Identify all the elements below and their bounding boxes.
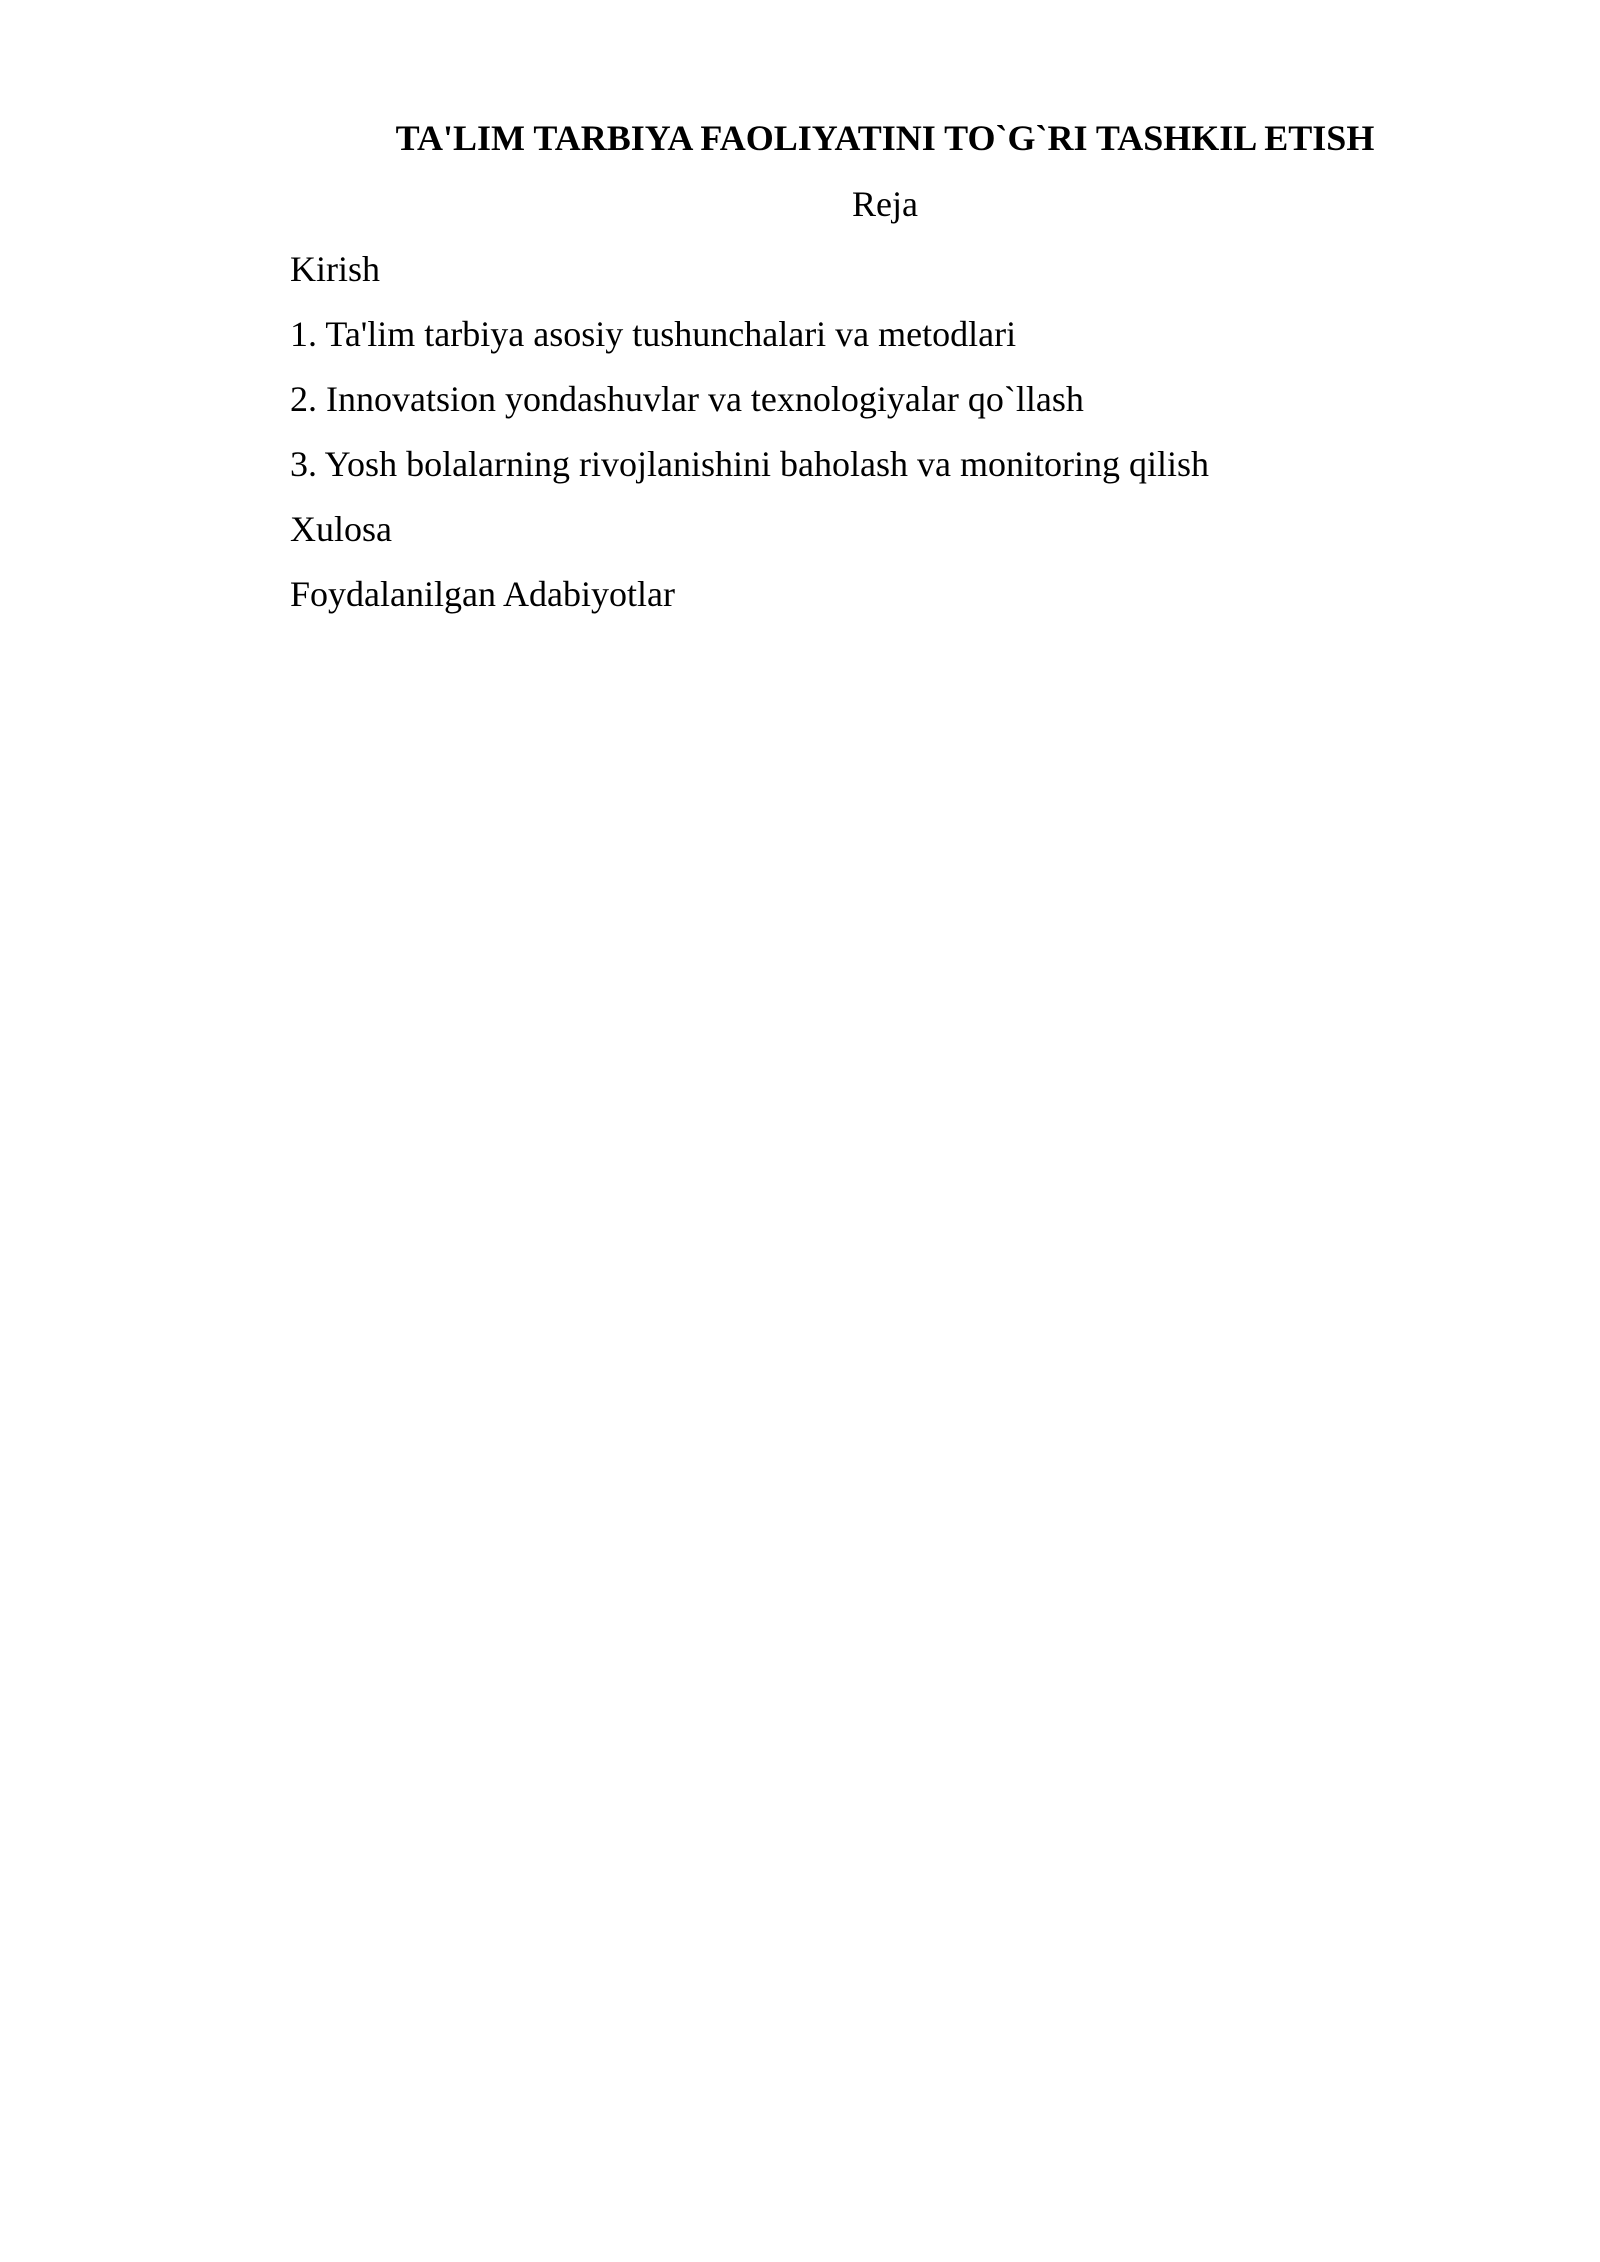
- outline-item-introduction: Kirish: [290, 249, 380, 289]
- plan-outline: [290, 243, 1209, 633]
- outline-item-references: Foydalanilgan Adabiyotlar: [290, 574, 675, 614]
- outline-item-2: 2. Innovatsion yondashuvlar va texnologiyalar qo`llash: [290, 379, 1084, 419]
- document-title: TA'LIM TARBIYA FAOLIYATINI TO`G`RI TASHKIL ETISH: [395, 118, 1375, 158]
- outline-item-1: 1. Ta'lim tarbiya asosiy tushunchalari va metodlari: [290, 314, 1017, 354]
- outline-item-3: 3. Yosh bolalarning rivojlanishini baholash va monitoring qilish: [290, 444, 1209, 484]
- outline-item-conclusion: Xulosa: [290, 509, 392, 549]
- plan-heading: Reja: [852, 184, 918, 224]
